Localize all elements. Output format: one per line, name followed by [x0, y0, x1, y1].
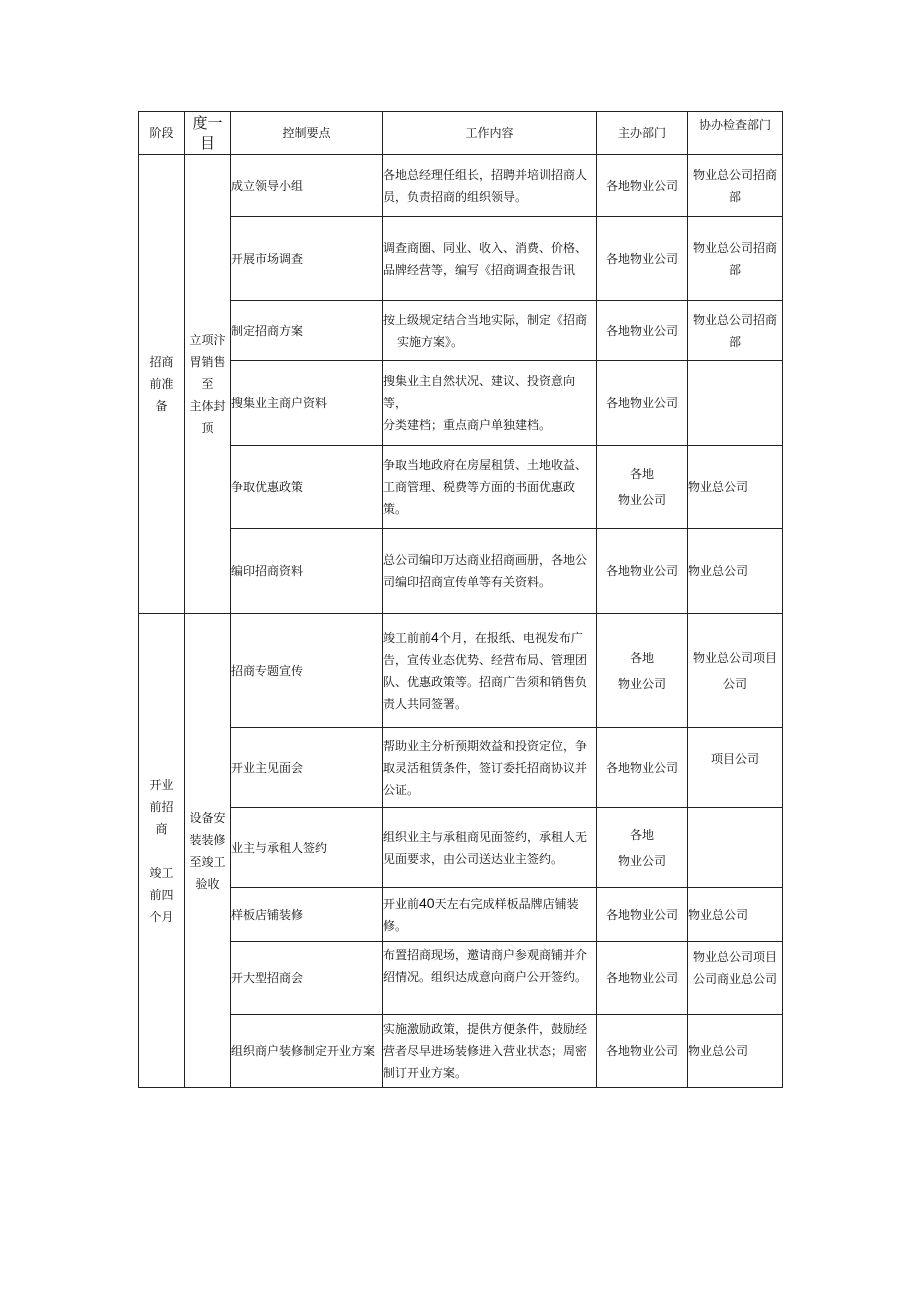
coop-line: 公司商业总公司	[692, 972, 777, 986]
dept-line: 各地物业公司	[605, 251, 678, 266]
table-row	[139, 446, 783, 529]
stage-cell-opening	[139, 614, 185, 1088]
work-content	[383, 728, 597, 808]
work-line: 各地总经理任组长，招聘并培训招商人	[383, 167, 588, 182]
host-dept	[597, 614, 688, 728]
work-line: 分类建档；重点商户单独建档。	[383, 418, 552, 432]
control-point: 成立领导小组	[231, 155, 383, 217]
period-line: 装装修	[189, 832, 226, 847]
control-point: 制定招商方案	[231, 301, 383, 361]
work-line: 修。	[383, 919, 408, 933]
dept-line: 物业公司	[617, 676, 666, 691]
coop-line: 部	[728, 262, 741, 277]
host-dept	[597, 728, 688, 808]
plan-table	[138, 111, 783, 1088]
dept-line: 各地	[629, 827, 654, 842]
work-line: 实施方案》。	[397, 334, 464, 349]
work-content	[383, 942, 597, 1015]
stage-line: 商	[155, 821, 168, 836]
host-dept	[597, 301, 688, 361]
work-number: 4	[431, 629, 439, 645]
header-time	[185, 112, 231, 155]
work-line	[383, 626, 596, 649]
stage-cell-prep	[139, 155, 185, 614]
stage-line	[139, 840, 184, 862]
coop-dept	[688, 446, 783, 529]
work-line	[383, 892, 596, 915]
work-content	[383, 808, 597, 888]
stage-line: 开业	[149, 777, 174, 792]
table-row	[139, 301, 783, 361]
coop-dept	[688, 614, 783, 728]
host-dept	[597, 808, 688, 888]
work-line: 争取当地政府在房屋租赁、土地收益、	[383, 458, 588, 472]
header-coop: 协办检查部门	[688, 112, 783, 155]
dept-line: 各地	[629, 467, 654, 481]
work-content	[383, 217, 597, 301]
work-content	[383, 155, 597, 217]
work-content	[383, 1015, 597, 1088]
coop-line: 物业总公司招商	[692, 312, 777, 327]
control-point: 样板店铺装修	[231, 888, 383, 942]
coop-line: 物业总公司	[688, 564, 749, 578]
coop-dept	[688, 361, 783, 446]
period-line: 胃销售	[189, 355, 226, 369]
host-dept	[597, 155, 688, 217]
host-dept	[597, 942, 688, 1015]
work-line: 组织业主与承租商见面签约，承租人无	[383, 829, 588, 844]
work-line: 员，负责招商的组织领导。	[383, 189, 528, 204]
host-dept	[597, 529, 688, 614]
period-line: 设备安	[189, 810, 226, 825]
work-content	[383, 446, 597, 529]
coop-line: 物业总公司	[688, 907, 749, 922]
control-point: 开展市场调查	[231, 217, 383, 301]
stage-line: 竣工	[149, 865, 174, 880]
dept-line: 物业公司	[617, 853, 666, 868]
table-row	[139, 888, 783, 942]
control-point: 开业主见面会	[231, 728, 383, 808]
dept-line: 各地物业公司	[605, 178, 678, 193]
coop-line: 物业总公司项目	[692, 650, 777, 665]
work-content	[383, 888, 597, 942]
control-point: 编印招商资料	[231, 529, 383, 614]
work-content	[383, 529, 597, 614]
stage-line: 前四	[149, 887, 174, 902]
stage-line: 前准	[149, 377, 174, 391]
coop-dept	[688, 728, 783, 808]
dept-line: 各地物业公司	[605, 396, 678, 410]
coop-line: 物业总公司招商	[692, 240, 777, 255]
table-header-row	[139, 112, 783, 155]
period-line: 立项汴	[189, 333, 226, 347]
table-row	[139, 942, 783, 1015]
header-time-top: 度一	[192, 114, 223, 132]
header-control: 控制要点	[231, 112, 383, 155]
work-text: 竣工前前	[383, 631, 432, 645]
dept-line: 各地物业公司	[605, 564, 678, 578]
header-time-bottom: 目	[199, 134, 215, 152]
host-dept	[597, 217, 688, 301]
host-dept	[597, 1015, 688, 1088]
host-dept	[597, 361, 688, 446]
table-row	[139, 361, 783, 446]
period-cell-opening	[185, 614, 231, 1088]
work-line: 队、优惠政策等。招商广告须和销售负	[383, 675, 588, 689]
work-content	[383, 361, 597, 446]
coop-line: 公司	[722, 676, 747, 691]
period-line: 至竣工	[189, 854, 226, 869]
host-dept	[597, 446, 688, 529]
table-row	[139, 728, 783, 808]
stage-line: 备	[155, 399, 168, 413]
coop-dept	[688, 942, 783, 1015]
work-line: 告，宣传业态优势、经营布局、管理团	[383, 653, 588, 667]
coop-line: 物业总公司	[688, 1044, 749, 1058]
work-line: 帮助业主分析预期效益和投资定位，争	[383, 738, 588, 753]
header-work: 工作内容	[383, 112, 597, 155]
dept-line: 各地	[629, 650, 654, 665]
stage-line: 招商	[149, 355, 174, 369]
control-point: 业主与承租人签约	[231, 808, 383, 888]
coop-line: 物业总公司招商	[692, 167, 777, 182]
coop-dept	[688, 888, 783, 942]
coop-line: 部	[728, 334, 741, 349]
dept-line: 物业公司	[617, 493, 666, 507]
dept-line: 各地物业公司	[605, 323, 678, 338]
coop-dept	[688, 808, 783, 888]
coop-dept	[688, 1015, 783, 1088]
host-dept	[597, 888, 688, 942]
work-line: 司编印招商宣传单等有关资料。	[383, 575, 552, 589]
work-line: 责人共同签署。	[383, 697, 468, 711]
period-line: 顶	[201, 421, 214, 435]
dept-line: 各地物业公司	[605, 907, 678, 922]
work-text: 天左右完成样板品牌店铺装	[434, 897, 579, 911]
table-row	[139, 808, 783, 888]
header-dept: 主办部门	[597, 112, 688, 155]
control-point: 搜集业主商户资料	[231, 361, 383, 446]
work-line: 取灵活租赁条件，签订委托招商协议并	[383, 760, 588, 775]
work-line: 总公司编印万达商业招商画册，各地公	[383, 553, 588, 567]
work-line: 绍情况。组织达成意向商户公开签约。	[383, 970, 588, 984]
work-line: 营者尽早进场装修进入营业状态；周密	[383, 1044, 588, 1058]
work-line: 搜集业主自然状况、建议、投资意向等，	[383, 374, 576, 410]
work-line: 工商管理、税费等方面的书面优惠政策。	[383, 480, 576, 516]
work-content	[383, 301, 597, 361]
work-text: 个月，在报纸、电视发布广	[438, 631, 583, 645]
coop-line: 部	[728, 189, 741, 204]
work-line: 布置招商现场，邀请商户参观商铺并介	[383, 948, 588, 962]
period-cell-prep	[185, 155, 231, 614]
coop-line: 项目公司	[710, 752, 759, 766]
period-line: 至	[201, 377, 214, 391]
table-row	[139, 155, 783, 217]
stage-line: 个月	[149, 909, 174, 924]
coop-dept	[688, 155, 783, 217]
work-line: 公证。	[383, 782, 420, 797]
control-point: 开大型招商会	[231, 942, 383, 1015]
work-line: 品牌经营等，编写《招商调查报告讯	[383, 262, 576, 277]
work-line: 实施激励政策，提供方便条件，鼓励经	[383, 1022, 588, 1036]
period-line: 验收	[195, 876, 220, 891]
dept-line: 各地物业公司	[605, 1044, 678, 1058]
coop-dept	[688, 529, 783, 614]
work-line: 见面要求，由公司送达业主签约。	[383, 851, 564, 866]
work-number: 40	[419, 895, 435, 911]
control-point: 招商专题宣传	[231, 614, 383, 728]
table-row	[139, 614, 783, 728]
work-line: 按上级规定结合当地实际，制定《招商	[383, 312, 588, 327]
coop-line: 物业总公司项目	[692, 950, 777, 964]
control-point: 争取优惠政策	[231, 446, 383, 529]
control-point: 组织商户装修制定开业方案	[231, 1015, 383, 1088]
work-text: 开业前	[383, 897, 420, 911]
dept-line: 各地物业公司	[605, 760, 678, 775]
table-row	[139, 1015, 783, 1088]
period-line: 主体封	[189, 399, 226, 413]
work-content	[383, 614, 597, 728]
dept-line: 各地物业公司	[605, 971, 678, 985]
table-row	[139, 529, 783, 614]
coop-line: 物业总公司	[688, 480, 749, 494]
coop-dept	[688, 217, 783, 301]
stage-line: 前招	[149, 799, 174, 814]
work-line: 制订开业方案。	[383, 1066, 468, 1080]
table-row	[139, 217, 783, 301]
coop-dept	[688, 301, 783, 361]
work-line: 调查商圈、同业、收入、消费、价格、	[383, 240, 588, 255]
header-stage: 阶段	[139, 112, 185, 155]
